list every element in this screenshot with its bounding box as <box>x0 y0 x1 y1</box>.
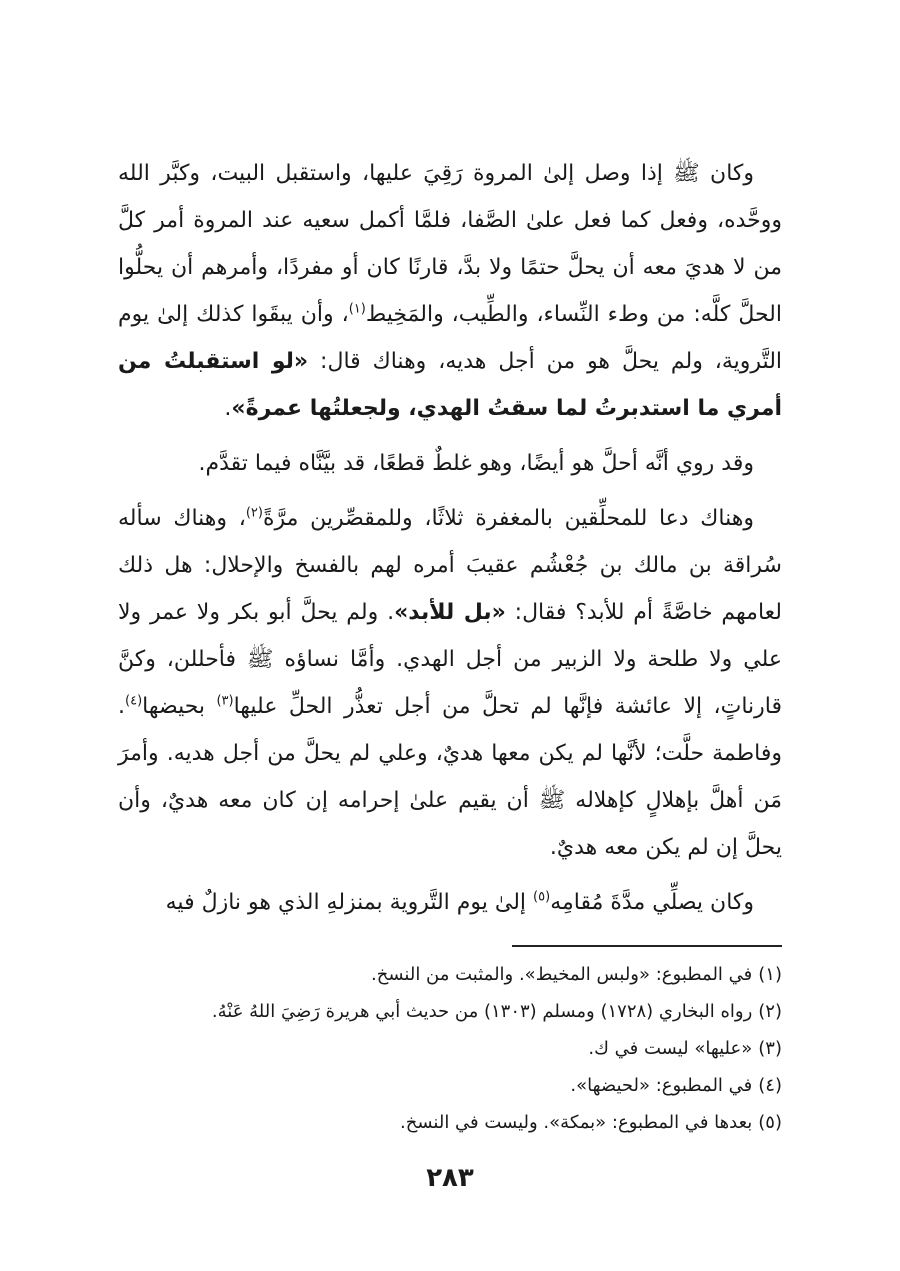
paragraph-3-text-c: . ولم يحلَّ أبو بكر ولا عمر ولا علي ولا طلحة ولا الزبير من أجل الهدي. وأمَّا نساؤه ﷺ فأحللن، وكنَّ قارناتٍ، إلا عائشة فإنَّها لم تحلَّ من أجل تعذُّر الحلِّ عليها <box>118 600 782 719</box>
paragraph-1-end: . <box>224 396 232 421</box>
footnote-number: (٢) <box>758 1001 782 1022</box>
footnote-ref-1: (١) <box>348 301 366 317</box>
footnote-divider <box>512 945 782 947</box>
hadith-quote-1: «لو استقبلتُ من أمري ما استدبرتُ لما سقتُ الهدي، ولجعلتُها عمرةً» <box>118 349 782 421</box>
paragraph-3 <box>118 495 782 871</box>
page-number: ٢٨٣ <box>426 1163 474 1193</box>
paragraph-3-text-d: بحيضها <box>142 694 217 719</box>
hadith-quote-2: «بل للأبد» <box>394 600 506 625</box>
footnote-ref-3: (٣) <box>216 693 234 709</box>
footnote-text: بعدها في المطبوع: «بمكة». وليست في النسخ. <box>400 1112 753 1133</box>
footnote-number: (١) <box>758 964 782 985</box>
paragraph-1-text-a: وكان ﷺ إذا وصل إلىٰ المروة رَقِيَ عليها، واستقبل البيت، وكبَّر الله ووحَّده، وفعل كما فعل علىٰ الصَّفا، فلمَّا أكمل سعيه عند المروة أمر كلَّ من لا هديَ معه أن يحلَّ حتمًا ولا بدَّ، قارنًا كان أو مفردًا، وأمرهم أن يحلُّوا الحلَّ كلَّه: من وطء النِّساء، والطِّيب، والمَخِيط <box>118 161 782 327</box>
footnote-1 <box>118 956 782 993</box>
footnote-text: «عليها» ليست في ك. <box>588 1038 753 1059</box>
footnote-2 <box>118 993 782 1030</box>
paragraph-3-text-e: . وفاطمة حلَّت؛ لأنَّها لم يكن معها هديٌ، وعلي لم يحلَّ من أجل هديه. وأمرَ مَن أهلَّ بإهلالٍ كإهلاله ﷺ أن يقيم علىٰ إحرامه إن كان معه هديٌ، وأن يحلَّ إن لم يكن معه هديٌ. <box>118 694 782 860</box>
footnote-number: (٣) <box>758 1038 782 1059</box>
footnote-text: في المطبوع: «ولبس المخيط». والمثبت من النسخ. <box>371 964 753 985</box>
paragraph-1-text-b: ، وأن يبقَوا كذلك إلىٰ يوم التَّروية، ولم يحلَّ هو من أجل هديه، وهناك قال: <box>118 302 783 374</box>
footnote-text: رواه البخاري (١٧٢٨) ومسلم (١٣٠٣) من حديث أبي هريرة رَضِيَ اللهُ عَنْهُ. <box>211 1001 753 1022</box>
paragraph-4 <box>118 879 782 926</box>
footnote-ref-2: (٢) <box>245 505 263 521</box>
footnote-text: في المطبوع: «لحيضها». <box>570 1075 753 1096</box>
footnotes <box>118 956 782 1141</box>
paragraph-4-text-b: إلىٰ يوم التَّروية بمنزلهِ الذي هو نازلٌ فيه <box>165 890 534 915</box>
paragraph-2: وقد روي أنَّه أحلَّ هو أيضًا، وهو غلطٌ قطعًا، قد بيَّنَّاه فيما تقدَّم. <box>198 451 754 476</box>
main-text <box>118 150 782 926</box>
footnote-number: (٥) <box>758 1112 782 1133</box>
footnote-ref-5: (٥) <box>533 889 551 905</box>
paragraph-1 <box>118 150 782 432</box>
paragraph-4-text-a: وكان يصلِّي مدَّةَ مُقامِه <box>550 890 754 915</box>
footnote-5 <box>118 1104 782 1141</box>
footnote-3 <box>118 1030 782 1067</box>
footnote-number: (٤) <box>758 1075 782 1096</box>
footnote-4 <box>118 1067 782 1104</box>
paragraph-3-text-b: ، وهناك سأله سُراقة بن مالك بن جُعْشُم عقيبَ أمره لهم بالفسخ والإحلال: هل ذلك لعامهم خاصَّةً أم للأبد؟ فقال: <box>118 506 782 625</box>
footnote-ref-4: (٤) <box>125 693 143 709</box>
paragraph-3-text-a: وهناك دعا للمحلِّقين بالمغفرة ثلاثًا، وللمقصِّرين مرَّةً <box>262 506 754 531</box>
